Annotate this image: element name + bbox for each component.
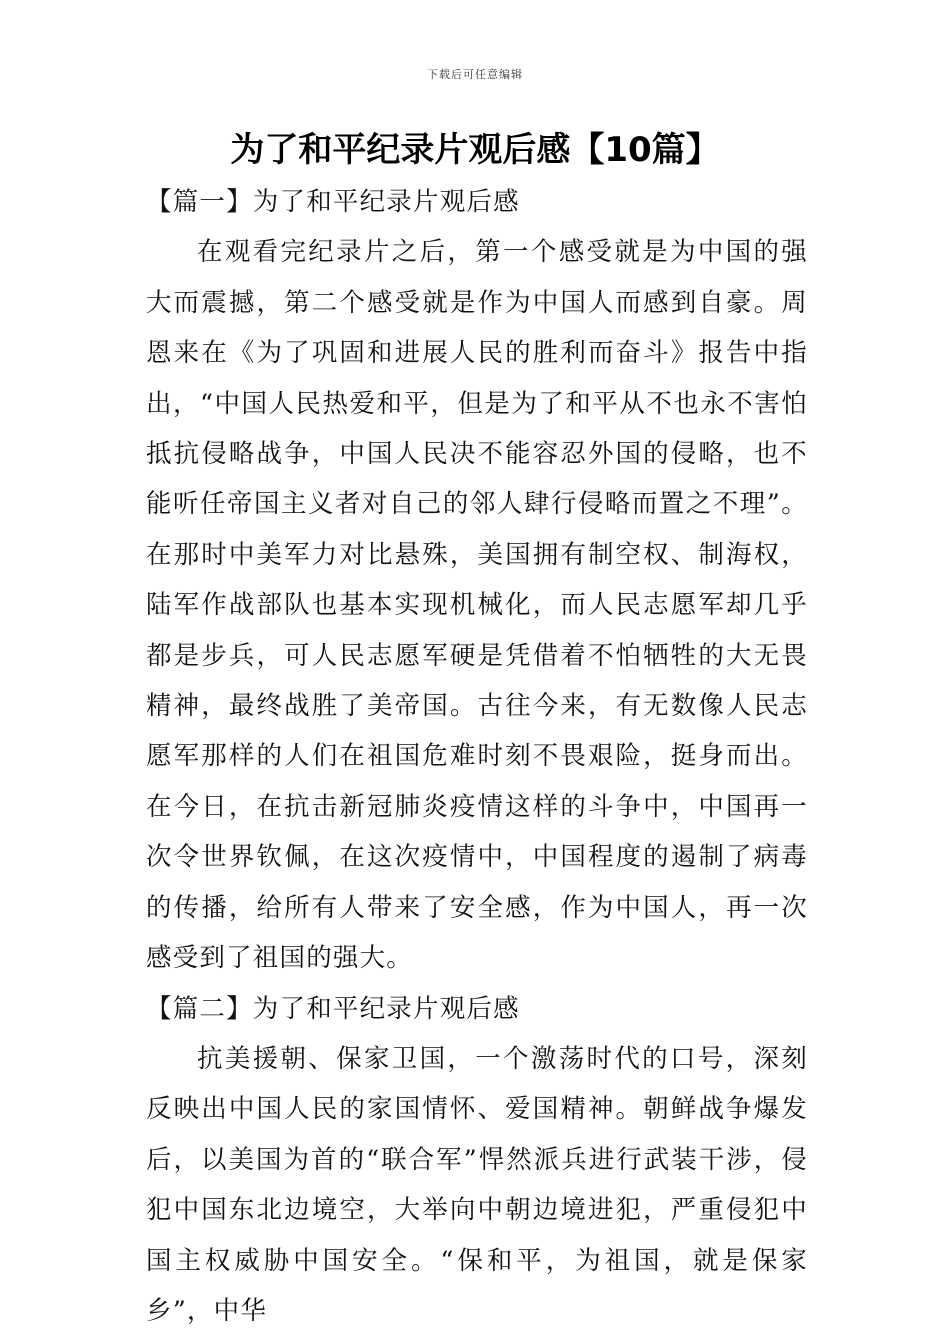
section-paragraph-1: 在观看完纪录片之后，第一个感受就是为中国的强大而震撼，第二个感受就是作为中国人而感到自豪。周恩来在《为了巩固和进展人民的胜利而奋斗》报告中指出，“中国人民热爱和平，但是为了和平从不也永不害怕抵抗侵略战争，中国人民决不能容忍外国的侵略，也不能听任帝国主义者对自己的邻人肆行侵略而置之不理”。在那时中美军力对比悬殊，美国拥有制空权、制海权，陆军作战部队也基本实现机械化，而人民志愿军却几乎都是步兵，可人民志愿军硬是凭借着不怕牺牲的大无畏精神，最终战胜了美帝国。古往今来，有无数像人民志愿军那样的人们在祖国危难时刻不畏艰险，挺身而出。在今日，在抗击新冠肺炎疫情这样的斗争中，中国再一次令世界钦佩，在这次疫情中，中国程度的遏制了病毒的传播，给所有人带来了安全感，作为中国人，再一次感受到了祖国的强大。	[146, 237, 808, 974]
header-note: 下载后可任意编辑	[427, 68, 523, 81]
document-title: 为了和平纪录片观后感【10篇】	[230, 130, 720, 170]
section-paragraph-2: 抗美援朝、保家卫国，一个激荡时代的口号，深刻反映出中国人民的家国情怀、爱国精神。朝鲜战争爆发后，以美国为首的“联合军”悍然派兵进行武装干涉，侵犯中国东北边境空，大举向中朝边境进犯，严重侵犯中国主权威胁中国安全。“保和平，为祖国，就是保家乡”，中华	[146, 1043, 808, 1326]
section-heading-1: 【篇一】为了和平纪录片观后感	[146, 187, 520, 217]
section-heading-2: 【篇二】为了和平纪录片观后感	[146, 993, 520, 1024]
document-body	[146, 177, 808, 1336]
